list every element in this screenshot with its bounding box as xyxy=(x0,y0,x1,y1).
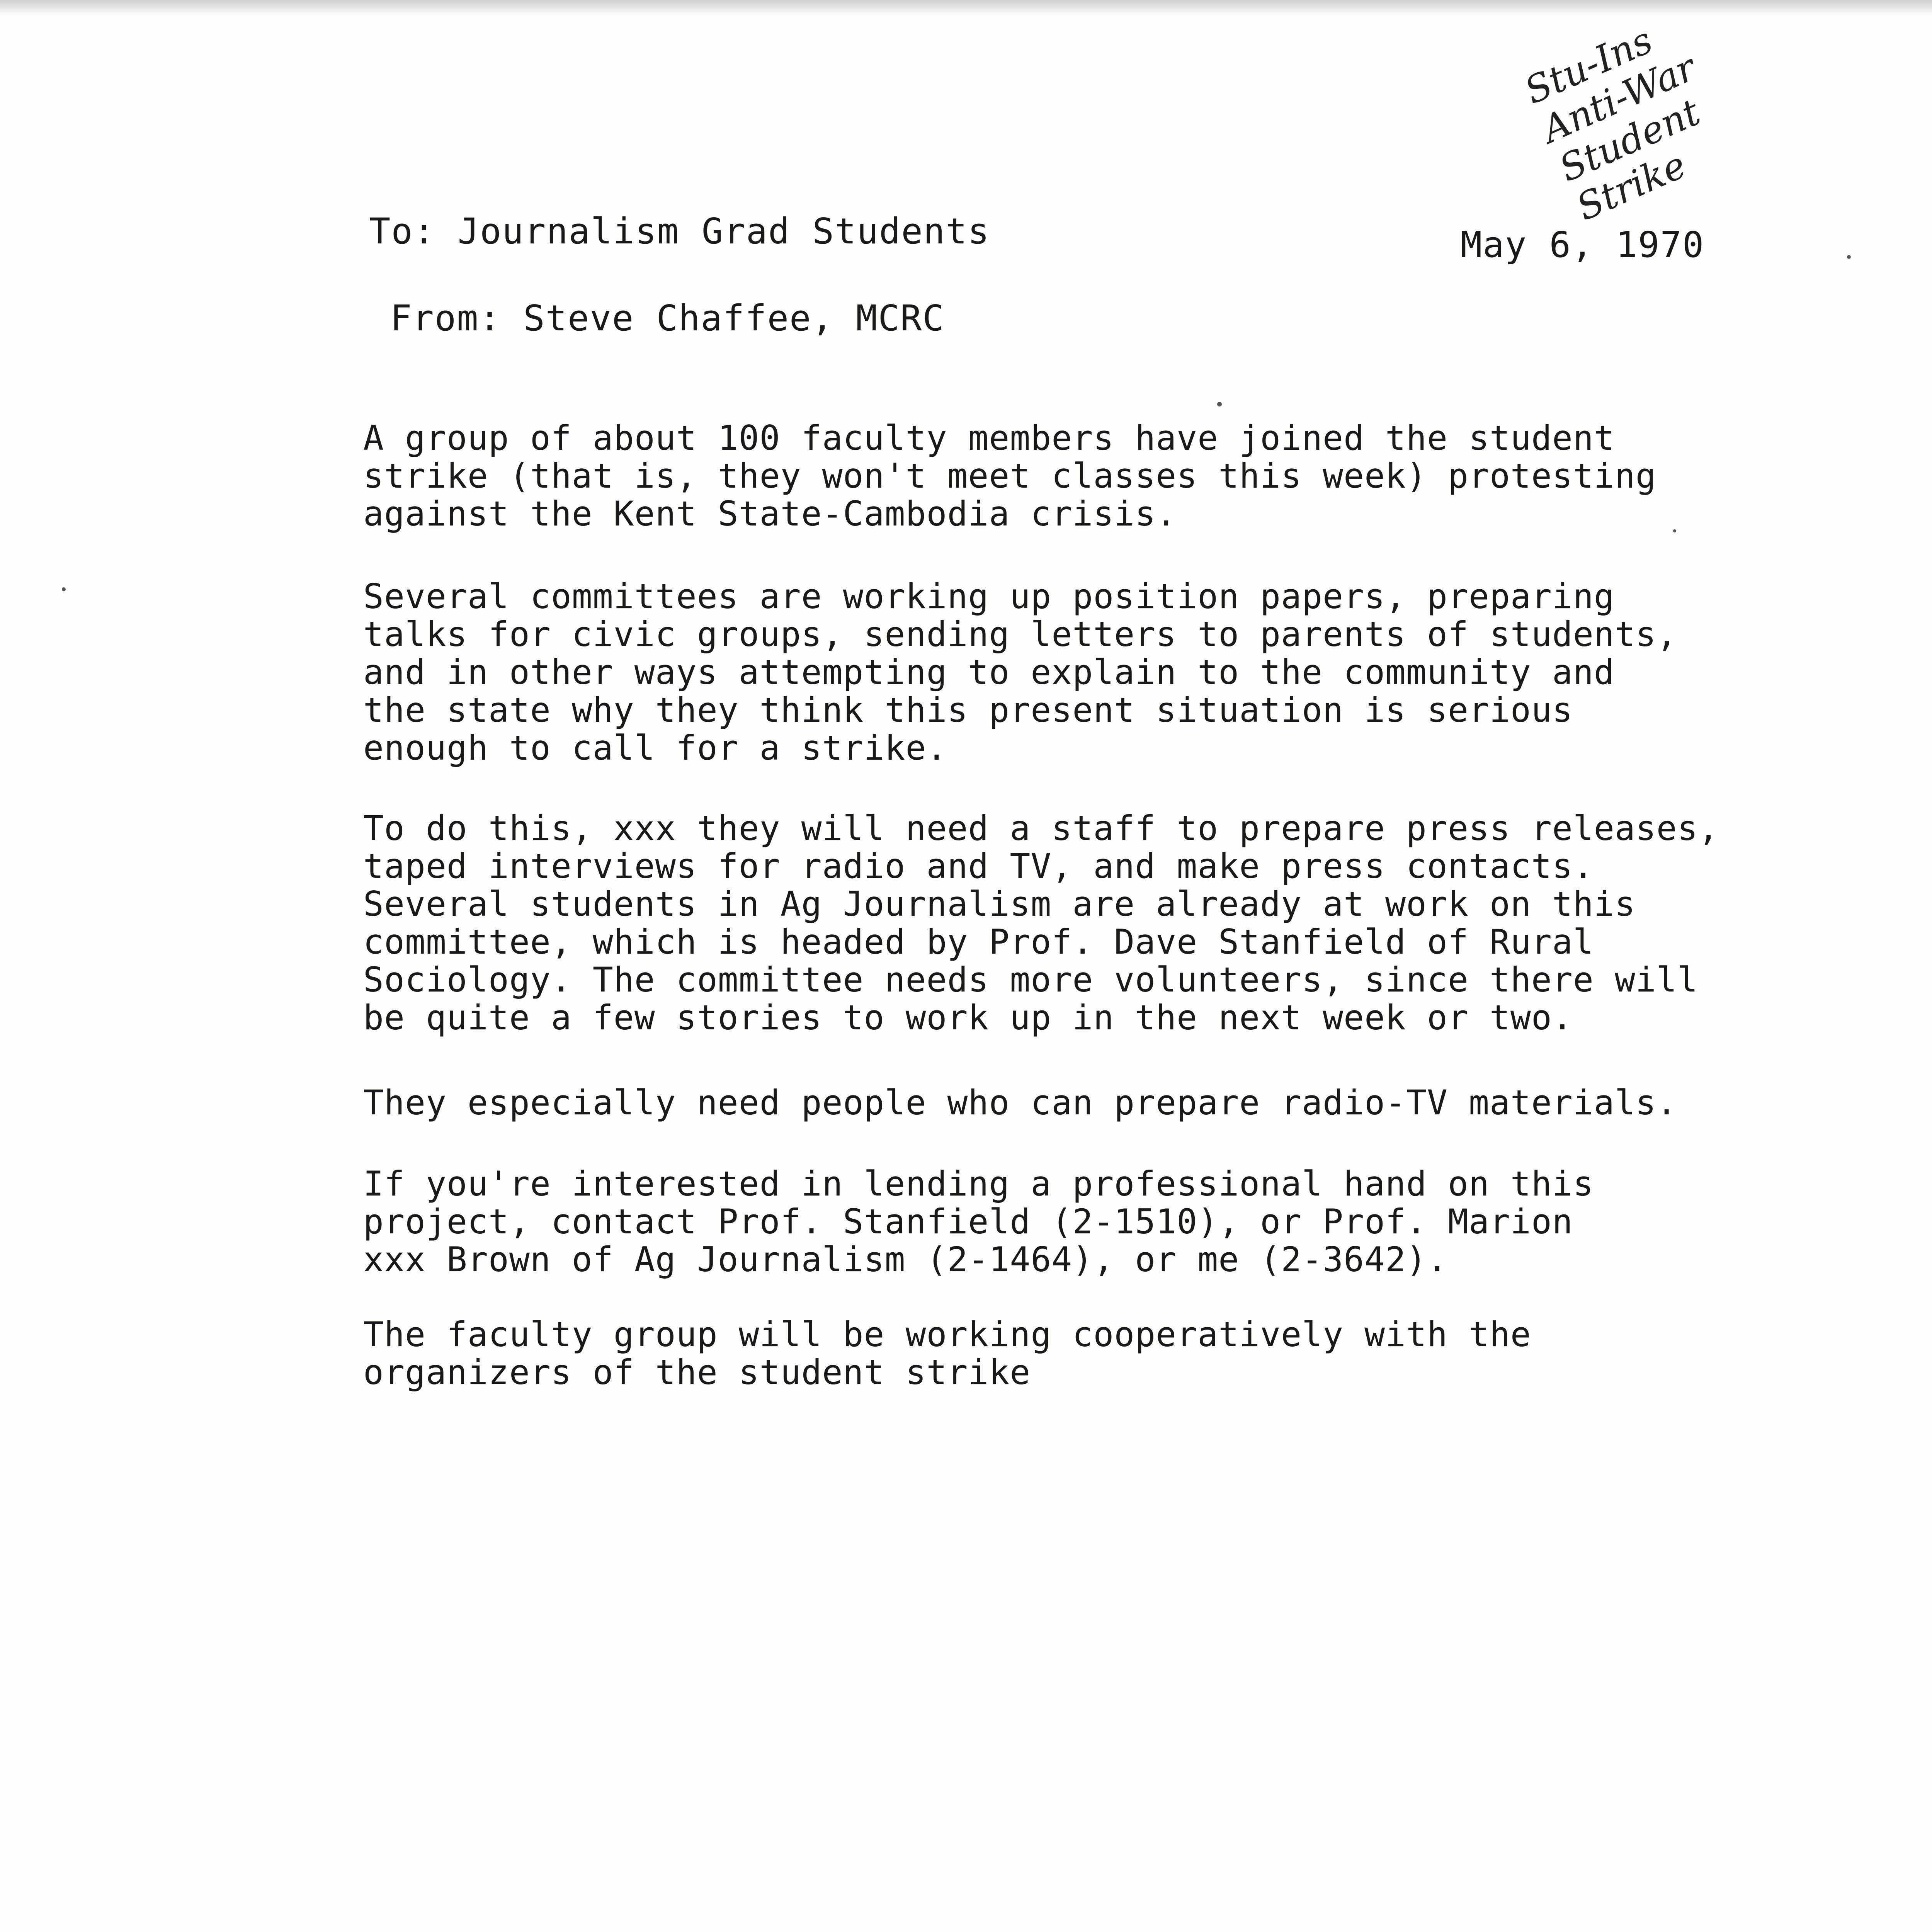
memo-from: From: Steve Chaffee, MCRC xyxy=(390,298,945,339)
paragraph-3: To do this, xxx they will need a staff to prepare press releases, taped interviews for radio and TV, and make press contacts. Several students in Ag Journalism are already at work on this committee, which is headed by Prof. Dave Stanfield of Rural Sociology. The committee needs more volunteers, since there will be quite a few stories to work up in the next week or two. xyxy=(363,808,1719,1037)
handwritten-filing-note: Stu-Ins Anti-War Student Strike xyxy=(1518,18,1707,229)
paragraph-1: A group of about 100 faculty members have joined the student strike (that is, they won't meet classes this week) protesting against the Kent State-Cambodia crisis. xyxy=(363,418,1656,534)
paragraph-4: They especially need people who can prepare radio-TV materials. xyxy=(363,1083,1677,1122)
scan-speck xyxy=(62,587,66,591)
scan-speck xyxy=(1847,255,1851,259)
paragraph-5: If you're interested in lending a professional hand on this project, contact Prof. Stanfield (2-1510), or Prof. Marion xxx Brown of Ag Journalism (2-1464), or me (2-3642). xyxy=(363,1164,1594,1279)
scan-speck xyxy=(1673,529,1676,532)
paragraph-6: The faculty group will be working cooperatively with the organizers of the student strike xyxy=(363,1315,1531,1392)
memo-date: May 6, 1970 xyxy=(1461,224,1705,265)
memo-to: To: Journalism Grad Students xyxy=(369,211,990,252)
paragraph-2: Several committees are working up position papers, preparing talks for civic groups, sending letters to parents of students, and in other ways attempting to explain to the community and the state why they think this present situation is serious enough to call for a strike. xyxy=(363,577,1677,768)
scan-top-edge xyxy=(0,0,1932,15)
scan-speck xyxy=(1217,402,1222,406)
